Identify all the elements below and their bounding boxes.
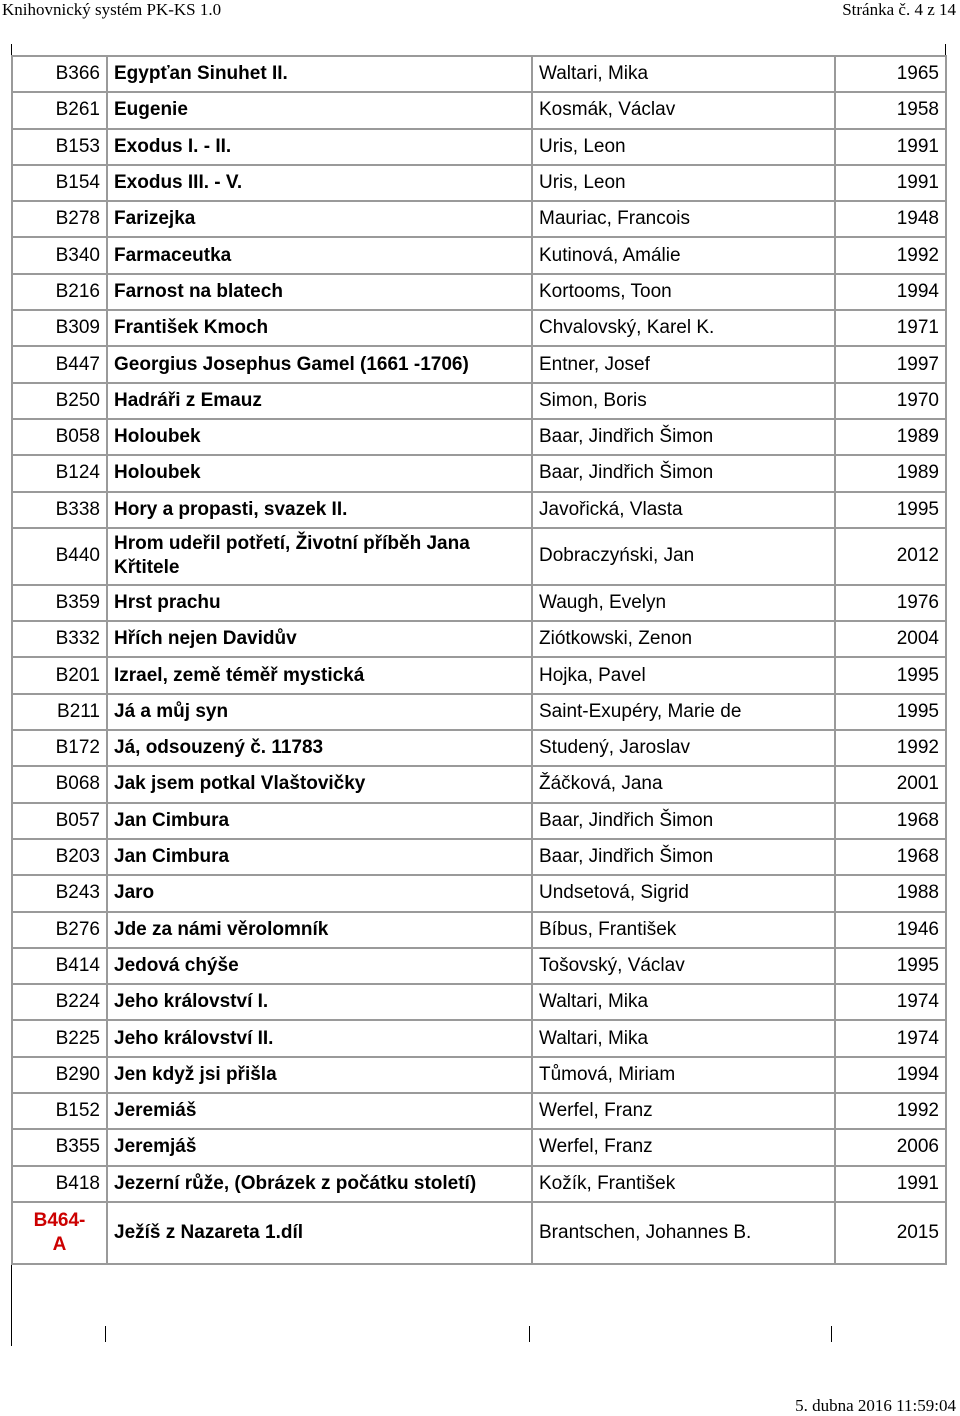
table-row (12, 1093, 946, 1129)
table-row (12, 492, 946, 528)
book-title: Jeremiáš (107, 1093, 532, 1129)
book-code: B224 (12, 984, 107, 1020)
book-title: Jeho království I. (107, 984, 532, 1020)
book-year: 2012 (835, 528, 946, 585)
book-author: Waugh, Evelyn (532, 585, 835, 621)
book-title: Jak jsem potkal Vlaštovičky (107, 766, 532, 802)
book-author: Hojka, Pavel (532, 657, 835, 693)
book-code: B340 (12, 237, 107, 273)
book-title: Jeremjáš (107, 1129, 532, 1165)
book-author: Bíbus, František (532, 912, 835, 948)
book-title: Farnost na blatech (107, 274, 532, 310)
book-title: Farizejka (107, 201, 532, 237)
book-catalog-body (12, 56, 946, 1264)
book-code: B124 (12, 455, 107, 491)
table-row (12, 1057, 946, 1093)
book-code: B225 (12, 1020, 107, 1056)
book-code: B243 (12, 875, 107, 911)
book-code: B440 (12, 528, 107, 585)
book-year: 1948 (835, 201, 946, 237)
table-row (12, 1020, 946, 1056)
table-row (12, 455, 946, 491)
book-year: 1995 (835, 657, 946, 693)
book-title: Georgius Josephus Gamel (1661 -1706) (107, 346, 532, 382)
book-year: 1989 (835, 419, 946, 455)
book-author: Uris, Leon (532, 165, 835, 201)
book-title: Jen když jsi přišla (107, 1057, 532, 1093)
table-row (12, 129, 946, 165)
column-divider-tick (529, 1326, 530, 1342)
book-title: Jeho království II. (107, 1020, 532, 1056)
table-row (12, 383, 946, 419)
book-code: B068 (12, 766, 107, 802)
book-author: Baar, Jindřich Šimon (532, 803, 835, 839)
book-year: 2015 (835, 1202, 946, 1264)
book-title: Jedová chýše (107, 948, 532, 984)
book-code: B276 (12, 912, 107, 948)
book-title: František Kmoch (107, 310, 532, 346)
book-title: Egypťan Sinuhet II. (107, 56, 532, 92)
book-year: 1992 (835, 237, 946, 273)
book-year: 1965 (835, 56, 946, 92)
table-row (12, 694, 946, 730)
book-author: Ziótkowski, Zenon (532, 621, 835, 657)
book-title: Hory a propasti, svazek II. (107, 492, 532, 528)
book-year: 2001 (835, 766, 946, 802)
book-title: Jezerní růže, (Obrázek z počátku století) (107, 1166, 532, 1202)
book-code: B172 (12, 730, 107, 766)
footer-timestamp: 5. dubna 2016 11:59:04 (795, 1396, 956, 1415)
book-year: 2006 (835, 1129, 946, 1165)
book-year: 1974 (835, 1020, 946, 1056)
book-code: B201 (12, 657, 107, 693)
book-year: 1958 (835, 92, 946, 128)
table-row (12, 92, 946, 128)
book-code: B447 (12, 346, 107, 382)
book-year: 1994 (835, 274, 946, 310)
book-year: 1988 (835, 875, 946, 911)
book-title: Já a můj syn (107, 694, 532, 730)
header-system-name: Knihovnický systém PK-KS 1.0 (2, 0, 222, 19)
table-row (12, 1166, 946, 1202)
table-row (12, 657, 946, 693)
book-author: Mauriac, Francois (532, 201, 835, 237)
table-row (12, 839, 946, 875)
table-row (12, 766, 946, 802)
book-year: 1991 (835, 129, 946, 165)
table-row (12, 346, 946, 382)
book-year: 1989 (835, 455, 946, 491)
column-divider-tick (105, 1326, 106, 1342)
book-code: B290 (12, 1057, 107, 1093)
book-title: Jaro (107, 875, 532, 911)
book-author: Dobraczyński, Jan (532, 528, 835, 585)
book-code: B359 (12, 585, 107, 621)
book-author: Werfel, Franz (532, 1129, 835, 1165)
book-year: 2004 (835, 621, 946, 657)
book-catalog-table (11, 55, 947, 1265)
book-year: 1992 (835, 730, 946, 766)
book-author: Studený, Jaroslav (532, 730, 835, 766)
book-title: Izrael, země téměř mystická (107, 657, 532, 693)
book-code: B355 (12, 1129, 107, 1165)
book-year: 1968 (835, 839, 946, 875)
book-title: Exodus III. - V. (107, 165, 532, 201)
book-title: Holoubek (107, 419, 532, 455)
table-row (12, 803, 946, 839)
book-author: Baar, Jindřich Šimon (532, 419, 835, 455)
book-code: B261 (12, 92, 107, 128)
book-title: Farmaceutka (107, 237, 532, 273)
table-row (12, 1129, 946, 1165)
book-author: Waltari, Mika (532, 56, 835, 92)
book-code: B278 (12, 201, 107, 237)
book-code: B418 (12, 1166, 107, 1202)
book-year: 1968 (835, 803, 946, 839)
book-year: 1946 (835, 912, 946, 948)
book-year: 1991 (835, 165, 946, 201)
book-author: Werfel, Franz (532, 1093, 835, 1129)
book-author: Žáčková, Jana (532, 766, 835, 802)
book-code: B464- A (12, 1202, 107, 1264)
table-row (12, 56, 946, 92)
book-code: B058 (12, 419, 107, 455)
table-row (12, 237, 946, 273)
table-row (12, 528, 946, 585)
book-year: 1995 (835, 492, 946, 528)
header-page-number: Stránka č. 4 z 14 (842, 0, 956, 19)
book-title: Jan Cimbura (107, 839, 532, 875)
book-code: B250 (12, 383, 107, 419)
table-row (12, 912, 946, 948)
book-author: Waltari, Mika (532, 984, 835, 1020)
book-year: 1970 (835, 383, 946, 419)
book-author: Kožík, František (532, 1166, 835, 1202)
table-row (12, 310, 946, 346)
table-row (12, 419, 946, 455)
book-code: B309 (12, 310, 107, 346)
book-year: 1997 (835, 346, 946, 382)
table-row (12, 585, 946, 621)
column-divider-tick (831, 1326, 832, 1342)
table-row (12, 621, 946, 657)
book-author: Kosmák, Václav (532, 92, 835, 128)
book-code: B366 (12, 56, 107, 92)
book-title: Ježíš z Nazareta 1.díl (107, 1202, 532, 1264)
book-title: Exodus I. - II. (107, 129, 532, 165)
book-title: Eugenie (107, 92, 532, 128)
book-author: Undsetová, Sigrid (532, 875, 835, 911)
table-row (12, 274, 946, 310)
table-row (12, 1202, 946, 1264)
book-code: B057 (12, 803, 107, 839)
book-year: 1971 (835, 310, 946, 346)
table-row (12, 201, 946, 237)
book-author: Saint-Exupéry, Marie de (532, 694, 835, 730)
book-year: 1976 (835, 585, 946, 621)
book-author: Baar, Jindřich Šimon (532, 839, 835, 875)
book-author: Kutinová, Amálie (532, 237, 835, 273)
book-author: Brantschen, Johannes B. (532, 1202, 835, 1264)
book-title: Jde za námi věrolomník (107, 912, 532, 948)
book-author: Simon, Boris (532, 383, 835, 419)
book-code: B211 (12, 694, 107, 730)
table-row (12, 875, 946, 911)
book-author: Javořická, Vlasta (532, 492, 835, 528)
table-row (12, 984, 946, 1020)
book-author: Tůmová, Miriam (532, 1057, 835, 1093)
book-code: B216 (12, 274, 107, 310)
book-year: 1992 (835, 1093, 946, 1129)
book-code: B154 (12, 165, 107, 201)
table-row (12, 948, 946, 984)
book-title: Já, odsouzený č. 11783 (107, 730, 532, 766)
book-title: Hřích nejen Davidův (107, 621, 532, 657)
book-author: Baar, Jindřich Šimon (532, 455, 835, 491)
book-author: Waltari, Mika (532, 1020, 835, 1056)
book-code: B153 (12, 129, 107, 165)
book-year: 1995 (835, 694, 946, 730)
book-title: Hrst prachu (107, 585, 532, 621)
book-author: Chvalovský, Karel K. (532, 310, 835, 346)
table-row (12, 730, 946, 766)
book-title: Holoubek (107, 455, 532, 491)
book-title: Hadráři z Emauz (107, 383, 532, 419)
book-code: B338 (12, 492, 107, 528)
book-year: 1991 (835, 1166, 946, 1202)
book-author: Entner, Josef (532, 346, 835, 382)
book-code: B414 (12, 948, 107, 984)
book-code: B152 (12, 1093, 107, 1129)
book-author: Tošovský, Václav (532, 948, 835, 984)
book-title: Hrom udeřil potřetí, Životní příběh Jana Křtitele (107, 528, 532, 585)
book-title: Jan Cimbura (107, 803, 532, 839)
book-author: Kortooms, Toon (532, 274, 835, 310)
book-code: B332 (12, 621, 107, 657)
book-year: 1994 (835, 1057, 946, 1093)
book-year: 1974 (835, 984, 946, 1020)
book-year: 1995 (835, 948, 946, 984)
book-author: Uris, Leon (532, 129, 835, 165)
table-row (12, 165, 946, 201)
book-code: B203 (12, 839, 107, 875)
